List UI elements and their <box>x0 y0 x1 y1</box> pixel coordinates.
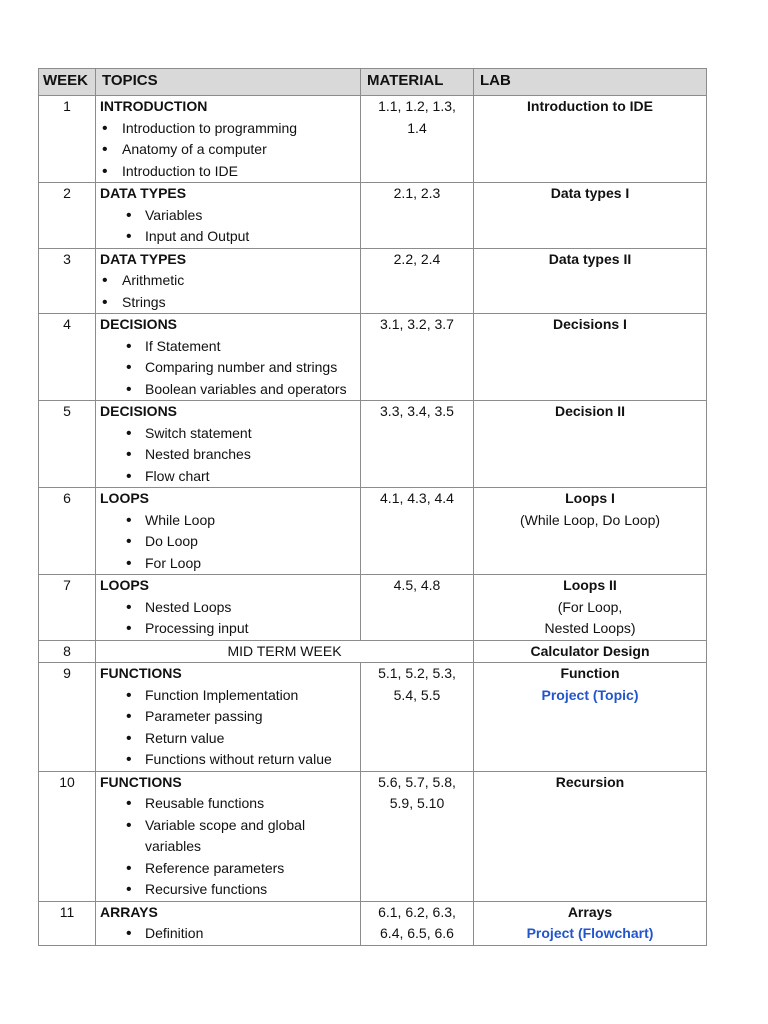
topic-list <box>100 793 356 901</box>
lab-cell <box>474 640 707 663</box>
material-cell: 3.3, 3.4, 3.5 <box>361 401 474 488</box>
lab-title: Decisions I <box>553 316 627 332</box>
material-cell: 3.1, 3.2, 3.7 <box>361 314 474 401</box>
topic-item: • Reusable functions <box>100 793 356 815</box>
topic-item: • Functions without return value <box>100 749 356 771</box>
table-row <box>39 183 707 249</box>
topic-list <box>100 118 356 183</box>
topic-item: • Processing input <box>100 618 356 640</box>
topic-title: DATA TYPES <box>100 250 187 267</box>
topic-title: LOOPS <box>100 577 150 593</box>
topic-item: • Recursive functions <box>100 879 356 901</box>
week-number: 10 <box>39 771 96 901</box>
lab-cell <box>474 183 707 249</box>
lab-cell <box>474 663 707 772</box>
table-row <box>39 771 707 901</box>
topic-item: • Variable scope and global variables <box>100 815 356 858</box>
week-number: 7 <box>39 575 96 641</box>
topic-cell <box>96 248 361 314</box>
lab-cell <box>474 901 707 945</box>
week-number: 3 <box>39 248 96 314</box>
lab-title: Loops I <box>565 490 615 506</box>
topic-item: • Boolean variables and operators <box>100 379 356 401</box>
topic-cell <box>96 663 361 772</box>
lab-cell <box>474 248 707 314</box>
lab-title: Decision II <box>554 403 626 419</box>
topic-list <box>100 685 356 771</box>
topic-cell <box>96 401 361 488</box>
topic-item: • Variables <box>100 205 356 227</box>
lab-header: LAB <box>474 69 707 96</box>
lab-cell <box>474 575 707 641</box>
topic-item: • Do Loop <box>100 531 356 553</box>
table-row <box>39 96 707 183</box>
table-row <box>39 401 707 488</box>
material-cell: 6.1, 6.2, 6.3, 6.4, 6.5, 6.6 <box>361 901 474 945</box>
topic-cell <box>96 183 361 249</box>
topic-title: DECISIONS <box>100 403 178 419</box>
lab-project-link: Project (Topic) <box>541 686 639 703</box>
topic-title: DATA TYPES <box>100 185 187 201</box>
material-cell: 1.1, 1.2, 1.3, 1.4 <box>361 96 474 183</box>
topic-item: • Introduction to programming <box>100 118 356 140</box>
topic-item: • Definition <box>100 923 356 945</box>
topic-cell <box>96 314 361 401</box>
topic-list <box>100 270 356 313</box>
topic-cell <box>96 488 361 575</box>
topic-cell <box>96 575 361 641</box>
topic-cell <box>96 901 361 945</box>
week-number: 8 <box>39 640 96 663</box>
week-number: 11 <box>39 901 96 945</box>
lab-cell <box>474 488 707 575</box>
week-number: 4 <box>39 314 96 401</box>
table-row <box>39 248 707 314</box>
table-row <box>39 314 707 401</box>
topic-cell <box>96 771 361 901</box>
topic-item: • For Loop <box>100 553 356 575</box>
lab-title: Data types I <box>550 185 630 201</box>
lab-subtitle: (For Loop, Nested Loops) <box>544 598 636 636</box>
week-number: 2 <box>39 183 96 249</box>
week-number: 5 <box>39 401 96 488</box>
material-cell: 4.1, 4.3, 4.4 <box>361 488 474 575</box>
lab-cell <box>474 96 707 183</box>
material-cell: 2.1, 2.3 <box>361 183 474 249</box>
lab-project-link: Project (Flowchart) <box>526 925 654 941</box>
topic-title: LOOPS <box>100 490 150 506</box>
topic-list <box>100 336 356 401</box>
topic-list <box>100 205 356 248</box>
topics-header: TOPICS <box>96 69 361 96</box>
topic-item: • Nested Loops <box>100 597 356 619</box>
material-cell: 5.1, 5.2, 5.3, 5.4, 5.5 <box>361 663 474 772</box>
topic-item: • If Statement <box>100 336 356 358</box>
topic-list <box>100 510 356 575</box>
header-row <box>39 69 707 96</box>
lab-title: Arrays <box>567 903 613 920</box>
table-row <box>39 663 707 772</box>
lab-title: Function <box>560 665 620 681</box>
topic-list <box>100 923 356 945</box>
topic-item: • Function Implementation <box>100 685 356 707</box>
topic-item: • Return value <box>100 728 356 750</box>
week-number: 6 <box>39 488 96 575</box>
week-number: 1 <box>39 96 96 183</box>
material-header: MATERIAL <box>361 69 474 96</box>
topic-item: • Introduction to IDE <box>100 161 356 183</box>
table-row <box>39 488 707 575</box>
topic-item: • Anatomy of a computer <box>100 139 356 161</box>
lab-cell <box>474 771 707 901</box>
lab-title: Data types II <box>548 250 632 267</box>
topic-item: • Arithmetic <box>100 270 356 292</box>
topic-item: • Strings <box>100 292 356 314</box>
week-number: 9 <box>39 663 96 772</box>
topic-item: • Comparing number and strings <box>100 357 356 379</box>
material-cell: 4.5, 4.8 <box>361 575 474 641</box>
topic-item: • Nested branches <box>100 444 356 466</box>
lab-title: Recursion <box>555 773 625 790</box>
topic-item: • Reference parameters <box>100 858 356 880</box>
table-row <box>39 575 707 641</box>
topic-title: FUNCTIONS <box>100 773 182 790</box>
topic-item: • While Loop <box>100 510 356 532</box>
lab-title: Calculator Design <box>530 642 650 659</box>
topic-title: INTRODUCTION <box>100 98 208 114</box>
week-header: WEEK <box>39 69 96 96</box>
lab-subtitle: (While Loop, Do Loop) <box>519 511 661 528</box>
topic-item: • Parameter passing <box>100 706 356 728</box>
topic-item: • Input and Output <box>100 226 356 248</box>
topic-title: ARRAYS <box>100 903 158 920</box>
course-schedule-table <box>38 68 707 946</box>
lab-title: Loops II <box>563 577 617 593</box>
topic-item: • Flow chart <box>100 466 356 488</box>
lab-title: Introduction to IDE <box>527 98 653 114</box>
table-row <box>39 901 707 945</box>
topic-title: FUNCTIONS <box>100 665 182 681</box>
topic-item: • Switch statement <box>100 423 356 445</box>
topic-title: DECISIONS <box>100 316 178 332</box>
topic-cell <box>96 96 361 183</box>
material-cell: 2.2, 2.4 <box>361 248 474 314</box>
material-cell: 5.6, 5.7, 5.8, 5.9, 5.10 <box>361 771 474 901</box>
topic-list <box>100 597 356 640</box>
midterm-label: MID TERM WEEK <box>96 640 474 663</box>
lab-cell <box>474 314 707 401</box>
lab-cell <box>474 401 707 488</box>
topic-list <box>100 423 356 488</box>
table-row <box>39 640 707 663</box>
